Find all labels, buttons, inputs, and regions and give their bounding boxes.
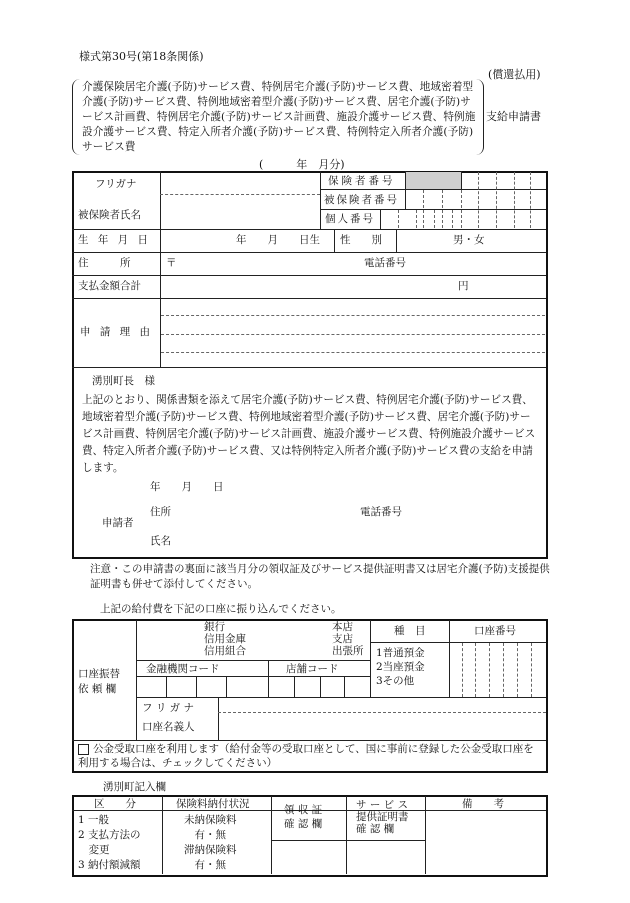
bank-types: 銀行 信用金庫 信用組合	[204, 621, 246, 657]
branch-types: 本店 支店 出張所	[332, 621, 364, 657]
phone-label: 電話番号	[364, 257, 406, 269]
branch-code-label: 店舗コード	[286, 663, 339, 675]
insured-name-label: 被保険者氏名	[78, 209, 141, 221]
address-label: 住 所	[78, 257, 131, 269]
office-col4: サ ー ビ ス 提供証明書 確 認 欄	[356, 799, 409, 835]
period-label: ( 年 月分)	[259, 158, 345, 171]
declaration-to: 湧別町長 様	[92, 375, 155, 387]
total-label: 支払金額合計	[78, 280, 141, 292]
note-text: 注意・この申請書の裏面に該当月分の領収証及びサービス提供証明書又は居宅介護(予防)支援提供証明書も併せて添付してください。	[90, 563, 550, 590]
personal-no-label: 個人番号	[325, 213, 375, 225]
public-account-text: 公金受取口座を利用します（給付金等の受取口座として、国に事前に登録した公金受取口座を利用する場合は、チェックしてください）	[78, 743, 534, 769]
title-body: 介護保険居宅介護(予防)サービス費、特例居宅介護(予防)サービス費、地域密着型介護(予防)サービス費、特例地域密着型介護(予防)サービス費、居宅介護(予防)サービス計画費、特例居宅介護(予防)サービス計画費、施設介護サービス費、特例施設介護サービス費、特定入所者介護(予防)サービス費、特例特定入所者介護(予防)サービス費	[82, 81, 476, 153]
office-title: 湧別町記入欄	[103, 781, 166, 793]
declaration-text: 上記のとおり、関係書類を添えて居宅介護(予防)サービス費、特例居宅介護(予防)サービス費、地域密着型介護(予防)サービス費、特例地域密着型介護(予防)サービス費、居宅介護(予防)サービス計画費、特例居宅介護(予防)サービス計画費、施設介護サービス費、特例施設介護サービス費、特定入所者介護(予防)サービス費、又は特例特定入所者介護(予防)サービス費の支給を申請します。	[82, 394, 536, 474]
office-category-lines: 1 一般 2 支払方法の 変更 3 納付額減額	[78, 814, 141, 871]
reason-label: 申 請 理 由	[80, 326, 154, 338]
office-col2: 保険料納付状況	[176, 798, 250, 810]
account-no-label: 口座番号	[474, 625, 516, 637]
furigana-label: フリガナ	[95, 178, 137, 190]
category-label: 種 目	[394, 625, 426, 637]
public-account-option[interactable]	[78, 742, 542, 770]
dob-value[interactable]: 年 月 日生	[236, 234, 320, 246]
bank-intro: 上記の給付費を下記の口座に振り込んでください。	[100, 603, 342, 615]
office-col3: 領 収 証 確 認 欄	[284, 804, 323, 830]
form-number: 様式第30号(第18条関係)	[79, 50, 204, 63]
declaration-applicant: 申請者	[102, 517, 134, 529]
transfer-label: 口座振替 依 頼 欄	[78, 668, 120, 695]
declaration-phone: 電話番号	[360, 506, 402, 518]
holder-furigana-label: フ リ ガ ナ	[142, 702, 195, 714]
insured-no-label: 被保険者番号	[324, 194, 399, 206]
yen-label: 円	[458, 280, 469, 292]
declaration-addr: 住所	[150, 506, 171, 518]
holder-label: 口座名義人	[142, 721, 195, 733]
declaration-name: 氏名	[150, 535, 171, 547]
dob-label: 生 年 月 日	[78, 234, 152, 246]
public-account-checkbox[interactable]	[78, 744, 89, 755]
office-payment-lines: 未納保険料 有・無 滞納保険料 有・無	[184, 814, 237, 871]
insurer-no-label: 保険者番号	[328, 175, 396, 187]
inst-code-label: 金融機関コード	[146, 663, 220, 675]
account-types: 1普通預金 2当座預金 3その他	[376, 647, 425, 687]
sex-label: 性 別	[340, 234, 382, 246]
declaration-date[interactable]: 年 月 日	[150, 481, 224, 493]
postal-mark: 〒	[166, 257, 177, 269]
reimbursement-label: (償還払用)	[488, 68, 541, 81]
title-suffix: 支給申請書	[486, 110, 541, 123]
sex-value[interactable]: 男・女	[453, 234, 485, 246]
office-col5: 備 考	[462, 798, 504, 810]
office-col1: 区 分	[94, 798, 136, 810]
